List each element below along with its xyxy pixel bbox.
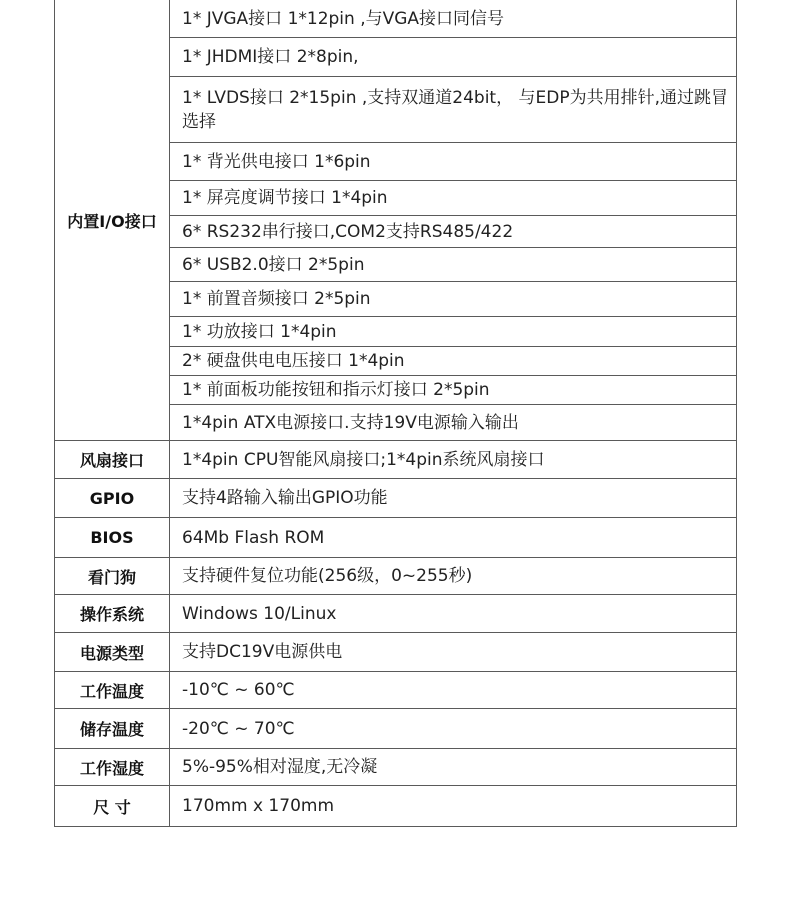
io-item: 6* USB2.0接口 2*5pin [170, 248, 736, 282]
row-label: 工作湿度 [55, 749, 170, 786]
row-label: 工作温度 [55, 672, 170, 709]
row-label: 风扇接口 [55, 441, 170, 479]
io-item: 6* RS232串行接口,COM2支持RS485/422 [170, 216, 736, 248]
table-row [55, 786, 737, 827]
row-label: 尺 寸 [55, 786, 170, 827]
row-value: 170mm x 170mm [170, 786, 737, 827]
table-row [55, 633, 737, 672]
row-label: BIOS [55, 518, 170, 558]
io-item: 2* 硬盘供电电压接口 1*4pin [170, 347, 736, 376]
table-row [55, 518, 737, 558]
row-value: 5%-95%相对湿度,无冷凝 [170, 749, 737, 786]
io-items [170, 0, 737, 441]
table-row [55, 749, 737, 786]
io-item: 1* 前面板功能按钮和指示灯接口 2*5pin [170, 376, 736, 405]
io-label: 内置I/O接口 [55, 0, 170, 441]
io-item: 1* 屏亮度调节接口 1*4pin [170, 181, 736, 216]
row-label: 看门狗 [55, 558, 170, 595]
row-label: 储存温度 [55, 709, 170, 749]
row-label: GPIO [55, 479, 170, 518]
row-value: 64Mb Flash ROM [170, 518, 737, 558]
table-row [55, 709, 737, 749]
io-item: 1* JHDMI接口 2*8pin, [170, 38, 736, 77]
io-item: 1* 功放接口 1*4pin [170, 317, 736, 347]
row-value: 支持4路输入输出GPIO功能 [170, 479, 737, 518]
table-row [55, 0, 737, 441]
table-row [55, 558, 737, 595]
row-value: -10℃ ~ 60℃ [170, 672, 737, 709]
spec-table [54, 0, 737, 827]
table-row [55, 441, 737, 479]
row-value: 支持DC19V电源供电 [170, 633, 737, 672]
row-label: 操作系统 [55, 595, 170, 633]
table-row [55, 672, 737, 709]
io-item: 1* JVGA接口 1*12pin ,与VGA接口同信号 [170, 0, 736, 38]
row-value: 1*4pin CPU智能风扇接口;1*4pin系统风扇接口 [170, 441, 737, 479]
row-value: Windows 10/Linux [170, 595, 737, 633]
io-item: 1* 前置音频接口 2*5pin [170, 282, 736, 317]
io-item: 1* LVDS接口 2*15pin ,支持双通道24bit， 与EDP为共用排针,通过跳冒选择 [170, 77, 736, 143]
row-label: 电源类型 [55, 633, 170, 672]
table-row [55, 595, 737, 633]
table-row [55, 479, 737, 518]
row-value: -20℃ ~ 70℃ [170, 709, 737, 749]
row-value: 支持硬件复位功能(256级，0~255秒) [170, 558, 737, 595]
io-item: 1*4pin ATX电源接口.支持19V电源输入输出 [182, 412, 519, 433]
io-item: 1* 背光供电接口 1*6pin [170, 143, 736, 181]
